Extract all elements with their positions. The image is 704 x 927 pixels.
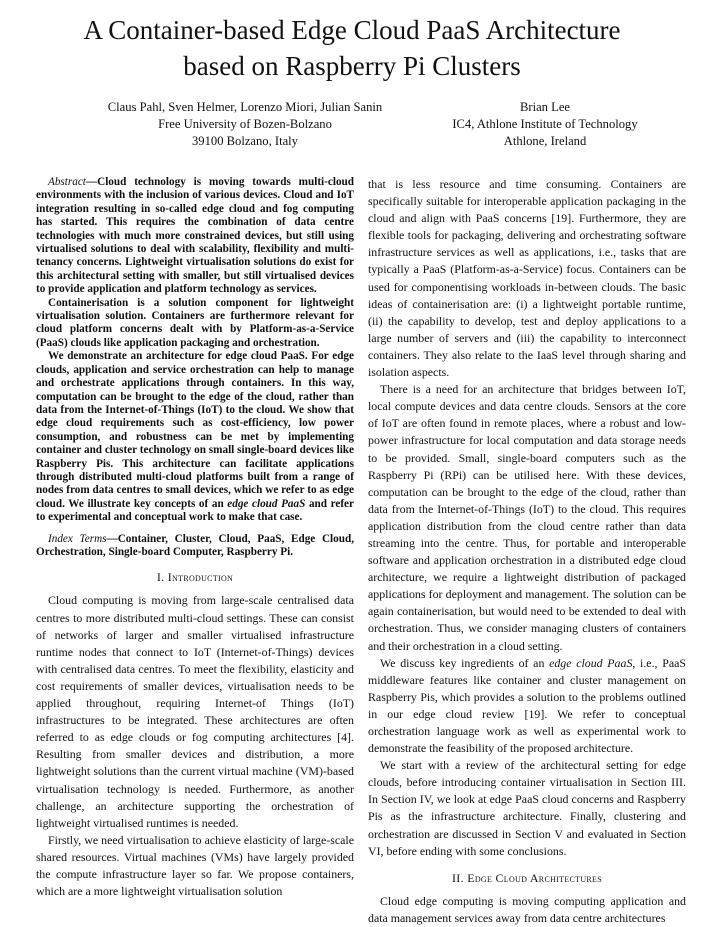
section-heading: II. Edge Cloud Architectures	[452, 870, 602, 885]
abstract-paragraph-3	[36, 350, 354, 524]
paper-title	[0, 12, 704, 84]
abstract	[36, 176, 354, 559]
abstract-paragraph-1	[36, 176, 354, 297]
index-terms-dash: —	[106, 532, 118, 545]
author-affiliation: Free University of Bozen-Bolzano	[158, 117, 332, 131]
abstract-text: We demonstrate an architecture for edge cloud PaaS. For edge clouds, application and service orchestration can help to manage and orchestrate applications through containers. In this way, computation can be brought to the edge of the cloud, rather than data from the Internet-of-Things (IoT) to the cloud. We show that edge cloud requirements such as cost-efficiency, low power consumption, and robustness can be met by implementing container and cluster technology on small single-board devices like Raspberry Pis. This architecture can facilitate applications through distributed multi-cloud platforms built from a range of nodes from data centres to small devices, which we refer to as edge cloud. We illustrate key concepts of an	[36, 350, 354, 510]
index-terms	[36, 533, 354, 560]
body-text: We discuss key ingredients of an	[380, 655, 550, 670]
body-paragraph	[368, 655, 686, 758]
body-paragraph: There is a need for an architecture that bridges between IoT, local compute devices and data centre clouds. Sensors at the core of IoT are often found in remote places, where a robust and low-power infrastructure for local computation and data storage needs to be provided. Small, single-board computers such as the Raspberry Pi (RPi) can be utilised here. With these devices, computation can be brought to the edge of the cloud, rather than data from the Internet-of-Things (IoT) to the cloud. This requires application distribution from the cloud centre rather than data streaming into the centre. Thus, for portable and interoperable software and application orchestration in a distributed edge cloud architecture, we require a lightweight distribution of packaged applications for deployment and management. The solution can be again containerisation, but would need to be extended to deal with orchestration. Thus, we consider managing clusters of containers and their orchestration in a cloud setting.	[368, 382, 686, 653]
abstract-dash: —	[85, 176, 98, 188]
body-paragraph: that is less resource and time consuming. Containers are specifically suitable for interoperable application packaging in the cloud and align with PaaS concerns [19]. Furthermore, they are flexible tools for packaging, delivering and orchestrating software infrastructure services as well as applications, i.e., tasks that are typically a PaaS (Platform-as-a-Service) focus. Containers can be used for componentising workloads in-between clouds. The basic ideas of containerisation are: (i) a lightweight portable runtime, (ii) the capability to develop, test and deploy applications to a large number of servers and (iii) the capability to interconnect containers. They also relate to the IaaS level through sharing and isolation aspects.	[368, 177, 686, 380]
abstract-emphasis: edge cloud PaaS	[227, 497, 306, 510]
author-address: Athlone, Ireland	[503, 134, 587, 148]
paper-title-line2: based on Raspberry Pi Clusters	[183, 51, 521, 81]
author-affiliation: IC4, Athlone Institute of Technology	[452, 117, 638, 131]
body-paragraph: Firstly, we need virtualisation to achieve elasticity of large-scale shared resources. Virtual machines (VMs) have largely provided the compute infrastructure layer so far. We propose containers, which are a more lightweight virtualisation solution	[36, 832, 354, 899]
author-address: 39100 Bolzano, Italy	[192, 134, 298, 148]
right-column	[368, 176, 686, 927]
abstract-text: Cloud technology is moving towards multi-cloud environments with the inclusion of various devices. Cloud and IoT integration resulting in so-called edge cloud and fog computing has started. This requires the combination of data centre technologies with much more constrained devices, but still using virtualised solutions to deal with scalability, flexibility and multi-tenancy concerns. Lightweight virtualisation solutions do exist for this architectural setting with smaller, but still virtualised devices to provide application and platform technology as services.	[36, 176, 354, 296]
author-names: Brian Lee	[520, 100, 570, 114]
left-column	[36, 176, 354, 900]
body-emphasis: edge cloud PaaS	[549, 655, 633, 670]
body-paragraph: Cloud computing is moving from large-scale centralised data centres to more distributed multi-cloud settings. These can consist of networks of larger and smaller virtualised infrastructure runtime nodes that connect to IoT (Internet-of-Things) devices with centralised data centres. To meet the flexibility, elasticity and cost requirements of smaller devices, virtualisation needs to be applied throughout, requiring Internet-of Things (IoT) infrastructures to be integrated. These architectures are often referred to as edge clouds or fog computing architectures [4]. Resulting from smaller devices and distribution, a more lightweight solutions than the current virtual machine (VM)-based virtualisation technology is needed. Furthermore, as another challenge, an architecture supporting the orchestration of lightweight virtualised runtimes is needed.	[36, 593, 354, 830]
body-text: , i.e., PaaS middleware features like container and cluster management on Raspberry Pis, which provides a solution to the problems outlined in our edge cloud review [19]. We refer to conceptual orchestration language work as well as experimental work to demonstrate the feasibility of the proposed architecture.	[368, 655, 686, 756]
index-terms-label: Index Terms	[48, 532, 107, 545]
section-heading: I. Introduction	[156, 570, 234, 585]
abstract-label: Abstract	[48, 176, 86, 188]
body-paragraph: Cloud edge computing is moving computing application and data management services away from data centre architectures	[368, 893, 686, 925]
abstract-paragraph-2: Containerisation is a solution component for lightweight virtualisation solution. Containers are furthermore relevant for cloud platform concerns dealt with by Platform-as-a-Service (PaaS) clouds like application packaging and orchestration.	[36, 296, 354, 349]
abstract-text: and refer to experimental and conceptual work to make that case.	[36, 497, 354, 524]
paper-title-line1: A Container-based Edge Cloud PaaS Architecture	[83, 15, 621, 45]
body-paragraph: We start with a review of the architectural setting for edge clouds, before introducing container virtualisation in Section III. In Section IV, we look at edge PaaS cloud concerns and Raspberry Pis as the infrastructure architecture. Finally, clustering and orchestration are discussed in Section V and evaluated in Section VI, before ending with some conclusions.	[368, 758, 686, 858]
index-terms-text: Container, Cluster, Cloud, PaaS, Edge Cloud, Orchestration, Single-board Computer, Raspberry Pi.	[36, 532, 354, 558]
author-block-left	[80, 99, 410, 150]
author-names: Claus Pahl, Sven Helmer, Lorenzo Miori, Julian Sanin	[107, 100, 383, 114]
author-block-right	[420, 99, 670, 150]
